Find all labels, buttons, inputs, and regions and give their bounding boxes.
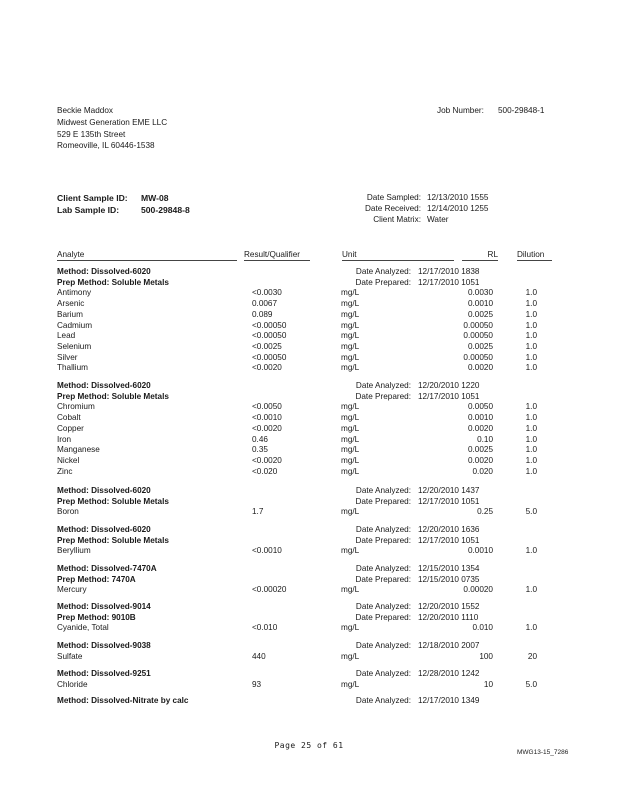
prep-method-label: Prep Method: Soluble Metals <box>57 535 169 545</box>
prep-method-label: Prep Method: Soluble Metals <box>57 496 169 506</box>
dilution-value: 1.0 <box>525 623 537 633</box>
unit-value: mg/L <box>341 466 360 476</box>
job-number-label: Job Number: <box>437 106 484 115</box>
lab-sample-id: 500-29848-8 <box>141 205 190 215</box>
date-analyzed: 12/20/2010 1220 <box>418 381 480 390</box>
analyte-name: Mercury <box>57 585 87 595</box>
result-value: <0.00020 <box>252 585 287 595</box>
result-value: <0.0020 <box>252 363 282 373</box>
column-header-dilution: Dilution <box>517 250 552 261</box>
prep-method-label: Prep Method: Soluble Metals <box>57 391 169 401</box>
column-header-unit: Unit <box>342 250 454 261</box>
dilution-value: 20 <box>527 651 537 661</box>
method-label: Method: Dissolved-9251 <box>57 669 151 678</box>
result-value: 0.35 <box>252 445 268 455</box>
result-value: <0.00050 <box>252 352 287 362</box>
dilution-value: 1.0 <box>525 352 537 362</box>
dilution-value: 5.0 <box>525 679 537 689</box>
rl-value: 0.0010 <box>467 413 493 423</box>
client-matrix-label: Client Matrix: <box>373 215 421 224</box>
analyte-name: Iron <box>57 434 72 444</box>
date-received: 12/14/2010 1255 <box>427 204 489 213</box>
unit-value: mg/L <box>341 445 360 455</box>
rl-value: 0.00050 <box>463 320 493 330</box>
analyte-name: Nickel <box>57 455 80 465</box>
rl-value: 0.0025 <box>467 309 493 319</box>
analyte-name: Manganese <box>57 445 100 455</box>
date-prepared: 12/17/2010 1051 <box>418 391 480 401</box>
column-header-result: Result/Qualifier <box>244 250 310 261</box>
unit-value: mg/L <box>341 455 360 465</box>
dilution-value: 1.0 <box>525 466 537 476</box>
dilution-value: 1.0 <box>525 402 537 412</box>
dilution-value: 1.0 <box>525 288 537 298</box>
date-analyzed-label: Date Analyzed: <box>355 381 411 390</box>
unit-value: mg/L <box>341 413 360 423</box>
rl-value: 0.0050 <box>467 402 493 412</box>
unit-value: mg/L <box>341 434 360 444</box>
analyte-name: Silver <box>57 352 78 362</box>
dilution-value: 1.0 <box>525 585 537 595</box>
rl-value: 100 <box>479 651 493 661</box>
result-value: <0.010 <box>252 623 278 633</box>
result-value: <0.020 <box>252 466 278 476</box>
date-analyzed: 12/15/2010 1354 <box>418 564 480 573</box>
date-prepared-label: Date Prepared: <box>355 535 411 545</box>
date-prepared-label: Date Prepared: <box>355 391 411 401</box>
column-header-analyte: Analyte <box>57 250 237 261</box>
analyte-name: Copper <box>57 423 84 433</box>
prep-method-label: Prep Method: 7470A <box>57 574 136 584</box>
client-street: 529 E 135th Street <box>57 130 126 139</box>
date-prepared: 12/17/2010 1051 <box>418 496 480 506</box>
date-analyzed: 12/18/2010 2007 <box>418 641 480 650</box>
rl-value: 0.0020 <box>467 363 493 373</box>
rl-value: 0.0010 <box>467 546 493 556</box>
page-number: Page 25 of 61 <box>274 741 344 750</box>
rl-value: 0.25 <box>477 507 493 517</box>
date-analyzed-label: Date Analyzed: <box>355 267 411 276</box>
analyte-name: Selenium <box>57 341 92 351</box>
analyte-name: Beryllium <box>57 546 91 556</box>
rl-value: 0.0025 <box>467 341 493 351</box>
method-label: Method: Dissolved-9014 <box>57 602 151 611</box>
analyte-name: Cyanide, Total <box>57 623 109 633</box>
unit-value: mg/L <box>341 546 360 556</box>
prep-method-label: Prep Method: 9010B <box>57 612 136 622</box>
job-number-value: 500-29848-1 <box>498 106 545 115</box>
date-received-label: Date Received: <box>365 204 421 213</box>
result-value: <0.0020 <box>252 423 282 433</box>
rl-value: 0.0025 <box>467 445 493 455</box>
unit-value: mg/L <box>341 402 360 412</box>
client-sample-id: MW-08 <box>141 193 169 203</box>
rl-value: 10 <box>483 679 493 689</box>
unit-value: mg/L <box>341 352 360 362</box>
date-sampled: 12/13/2010 1555 <box>427 193 489 202</box>
method-label: Method: Dissolved-9038 <box>57 641 151 650</box>
date-analyzed-label: Date Analyzed: <box>355 669 411 678</box>
dilution-value: 1.0 <box>525 309 537 319</box>
unit-value: mg/L <box>341 299 360 309</box>
date-prepared-label: Date Prepared: <box>355 612 411 622</box>
unit-value: mg/L <box>341 341 360 351</box>
client-city: Romeoville, IL 60446-1538 <box>57 141 155 150</box>
client-matrix: Water <box>427 215 449 224</box>
method-label: Method: Dissolved-6020 <box>57 381 151 390</box>
analyte-name: Boron <box>57 507 79 517</box>
unit-value: mg/L <box>341 331 360 341</box>
date-prepared-label: Date Prepared: <box>355 496 411 506</box>
dilution-value: 1.0 <box>525 546 537 556</box>
dilution-value: 1.0 <box>525 434 537 444</box>
method-label: Method: Dissolved-6020 <box>57 486 151 495</box>
unit-value: mg/L <box>341 423 360 433</box>
result-value: 93 <box>252 679 262 689</box>
analyte-name: Zinc <box>57 466 73 476</box>
analyte-name: Barium <box>57 309 83 319</box>
analyte-name: Chromium <box>57 402 95 412</box>
client-company: Midwest Generation EME LLC <box>57 118 168 127</box>
unit-value: mg/L <box>341 309 360 319</box>
date-analyzed: 12/17/2010 1838 <box>418 267 480 276</box>
method-label: Method: Dissolved-7470A <box>57 564 157 573</box>
date-prepared: 12/15/2010 0735 <box>418 574 480 584</box>
analyte-name: Sulfate <box>57 651 83 661</box>
lab-sample-id-label: Lab Sample ID: <box>57 205 120 215</box>
result-value: <0.0025 <box>252 341 282 351</box>
client-sample-id-label: Client Sample ID: <box>57 193 128 203</box>
unit-value: mg/L <box>341 507 360 517</box>
result-value: <0.00050 <box>252 331 287 341</box>
result-value: <0.0030 <box>252 288 282 298</box>
date-sampled-label: Date Sampled: <box>366 193 421 202</box>
unit-value: mg/L <box>341 288 360 298</box>
date-analyzed: 12/17/2010 1349 <box>418 696 480 705</box>
unit-value: mg/L <box>341 623 360 633</box>
dilution-value: 5.0 <box>525 507 537 517</box>
date-analyzed-label: Date Analyzed: <box>355 525 411 534</box>
dilution-value: 1.0 <box>525 331 537 341</box>
rl-value: 0.00050 <box>463 352 493 362</box>
rl-value: 0.00020 <box>463 585 493 595</box>
dilution-value: 1.0 <box>525 299 537 309</box>
method-label: Method: Dissolved-6020 <box>57 267 151 276</box>
column-header-rl: RL <box>462 250 498 261</box>
unit-value: mg/L <box>341 651 360 661</box>
date-prepared-label: Date Prepared: <box>355 277 411 287</box>
result-value: <0.0050 <box>252 402 282 412</box>
result-value: <0.0020 <box>252 455 282 465</box>
dilution-value: 1.0 <box>525 455 537 465</box>
result-value: 1.7 <box>252 507 264 517</box>
result-value: 0.0067 <box>252 299 278 309</box>
dilution-value: 1.0 <box>525 320 537 330</box>
date-analyzed: 12/28/2010 1242 <box>418 669 480 678</box>
result-value: <0.0010 <box>252 413 282 423</box>
dilution-value: 1.0 <box>525 413 537 423</box>
dilution-value: 1.0 <box>525 341 537 351</box>
rl-value: 0.10 <box>477 434 493 444</box>
unit-value: mg/L <box>341 363 360 373</box>
dilution-value: 1.0 <box>525 363 537 373</box>
date-prepared: 12/17/2010 1051 <box>418 277 480 287</box>
client-contact: Beckie Maddox <box>57 106 113 115</box>
rl-value: 0.010 <box>472 623 493 633</box>
unit-value: mg/L <box>341 679 360 689</box>
dilution-value: 1.0 <box>525 423 537 433</box>
unit-value: mg/L <box>341 585 360 595</box>
date-analyzed-label: Date Analyzed: <box>355 564 411 573</box>
result-value: <0.00050 <box>252 320 287 330</box>
date-analyzed: 12/20/2010 1636 <box>418 525 480 534</box>
analyte-name: Antimony <box>57 288 92 298</box>
date-analyzed: 12/20/2010 1437 <box>418 486 480 495</box>
date-analyzed-label: Date Analyzed: <box>355 641 411 650</box>
analyte-name: Thallium <box>57 363 88 373</box>
date-prepared-label: Date Prepared: <box>355 574 411 584</box>
rl-value: 0.0020 <box>467 423 493 433</box>
method-label: Method: Dissolved-Nitrate by calc <box>57 696 189 705</box>
date-analyzed-label: Date Analyzed: <box>355 602 411 611</box>
dilution-value: 1.0 <box>525 445 537 455</box>
rl-value: 0.0030 <box>467 288 493 298</box>
rl-value: 0.020 <box>472 466 493 476</box>
analyte-name: Chloride <box>57 679 88 689</box>
date-analyzed-label: Date Analyzed: <box>355 486 411 495</box>
unit-value: mg/L <box>341 320 360 330</box>
date-prepared: 12/20/2010 1110 <box>418 612 479 622</box>
result-value: 440 <box>252 651 266 661</box>
document-id: MWG13-15_7286 <box>517 749 569 756</box>
method-label: Method: Dissolved-6020 <box>57 525 151 534</box>
result-value: 0.089 <box>252 309 273 319</box>
date-analyzed-label: Date Analyzed: <box>355 696 411 705</box>
analyte-name: Lead <box>57 331 76 341</box>
analyte-name: Arsenic <box>57 299 85 309</box>
result-value: <0.0010 <box>252 546 282 556</box>
analyte-name: Cadmium <box>57 320 93 330</box>
analyte-name: Cobalt <box>57 413 81 423</box>
rl-value: 0.00050 <box>463 331 493 341</box>
result-value: 0.46 <box>252 434 268 444</box>
prep-method-label: Prep Method: Soluble Metals <box>57 277 169 287</box>
date-analyzed: 12/20/2010 1552 <box>418 602 480 611</box>
date-prepared: 12/17/2010 1051 <box>418 535 480 545</box>
rl-value: 0.0010 <box>467 299 493 309</box>
rl-value: 0.0020 <box>467 455 493 465</box>
